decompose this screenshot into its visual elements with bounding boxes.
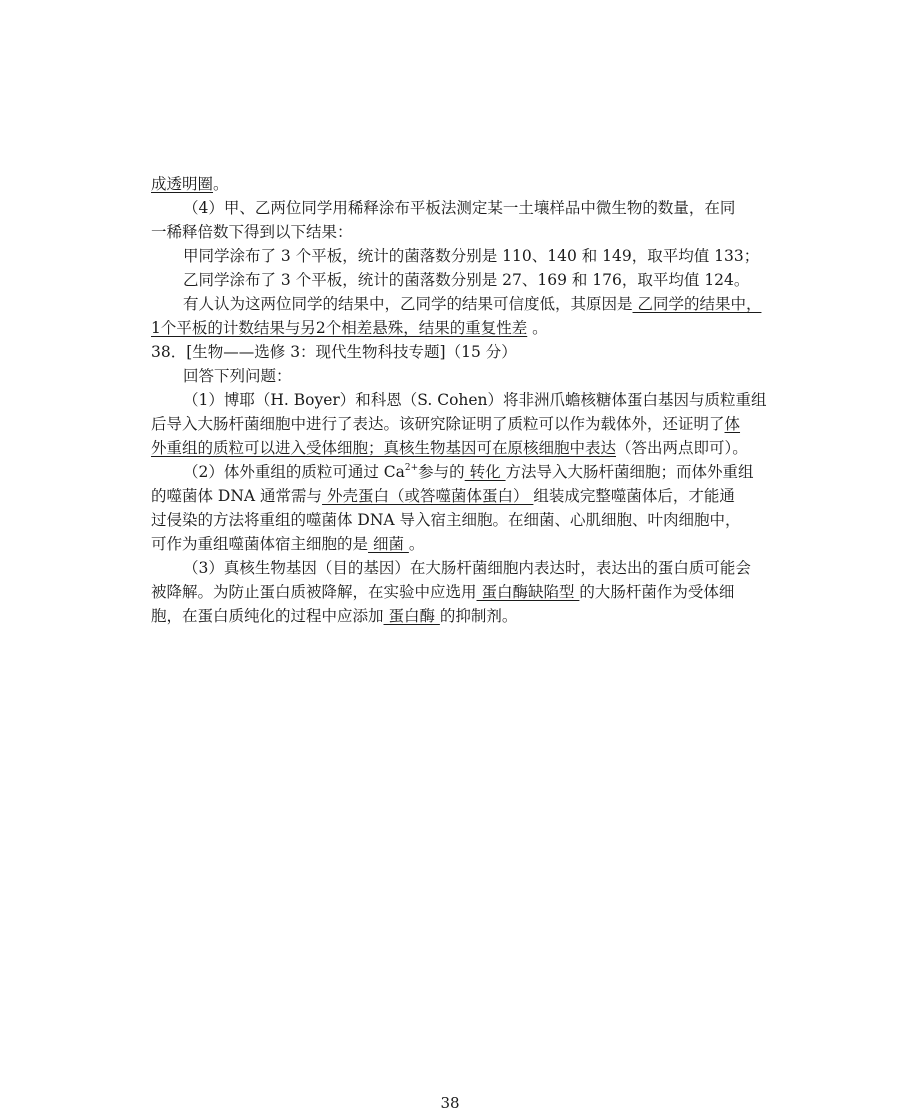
part-1-line-3: 外重组的质粒可以进入受体细胞；真核生物基因可在原核细胞中表达（答出两点即可）。: [151, 439, 748, 457]
answer-blank: 蛋白酶: [383, 607, 440, 625]
part-1-line-1: （1）博耶（H. Boyer）和科恩（S. Cohen）将非洲爪蟾核糖体蛋白基因与质粒重组: [183, 391, 767, 409]
student-a-result: 甲同学涂布了 3 个平板，统计的菌落数分别是 110、140 和 149，取平均值 133；: [183, 247, 760, 265]
text-line-1: 成透明圈。: [151, 175, 229, 193]
part-2-line-4: 可作为重组噬菌体宿主细胞的是 细菌 。: [151, 535, 425, 553]
student-b-result: 乙同学涂布了 3 个平板，统计的菌落数分别是 27、169 和 176，取平均值 124。: [183, 271, 750, 289]
answer-blank: 外壳蛋白（或答噬菌体蛋白）: [322, 487, 534, 505]
answer-blank: 乙同学的结果中，: [632, 295, 762, 313]
answer-blank: 成透明圈: [151, 175, 214, 193]
question-4-line-2: 一稀释倍数下得到以下结果：: [151, 223, 353, 241]
question-4-line-1: （4）甲、乙两位同学用稀释涂布平板法测定某一土壤样品中微生物的数量，在同: [183, 199, 736, 217]
question-4-answer-line: 1个平板的计数结果与另2个相差悬殊，结果的重复性差 。: [151, 319, 548, 337]
part-2-line-2: 的噬菌体 DNA 通常需与 外壳蛋白（或答噬菌体蛋白） 组装成完整噬菌体后，才能通: [151, 487, 735, 505]
part-2-line-1: （2）体外重组的质粒可通过 $Ca^{2+}$参与的 转化 方法导入大肠杆菌细胞；而体外重组: [183, 463, 754, 481]
part-3-line-1: （3）真核生物基因（目的基因）在大肠杆菌细胞内表达时，表达出的蛋白质可能会: [183, 559, 751, 577]
question-4-reason-line: 有人认为这两位同学的结果中，乙同学的结果可信度低，其原因是 乙同学的结果中，: [183, 295, 762, 313]
answer-blank: 外重组的质粒可以进入受体细胞；真核生物基因可在原核细胞中表达: [151, 439, 617, 457]
page-number: 38: [440, 1094, 460, 1112]
answer-blank: 细菌: [368, 535, 409, 553]
answer-blank: 体: [724, 415, 741, 433]
part-3-line-3: 胞，在蛋白质纯化的过程中应添加 蛋白酶 的抑制剂。: [151, 607, 518, 625]
answer-blank: 蛋白酶缺陷型: [476, 583, 580, 601]
answer-blank: 1个平板的计数结果与另2个相差悬殊，结果的重复性差: [151, 319, 528, 337]
part-1-line-2: 后导入大肠杆菌细胞中进行了表达。该研究除证明了质粒可以作为载体外，还证明了体: [151, 415, 741, 433]
question-38-heading: 38．[生物——选修 3：现代生物科技专题]（15 分）: [151, 343, 517, 361]
instruction-line: 回答下列问题：: [183, 367, 292, 385]
part-2-line-3: 过侵染的方法将重组的噬菌体 DNA 导入宿主细胞。在细菌、心肌细胞、叶肉细胞中，: [151, 511, 741, 529]
answer-blank: 转化: [464, 463, 506, 481]
part-3-line-2: 被降解。为防止蛋白质被降解，在实验中应选用 蛋白酶缺陷型 的大肠杆菌作为受体细: [151, 583, 735, 601]
